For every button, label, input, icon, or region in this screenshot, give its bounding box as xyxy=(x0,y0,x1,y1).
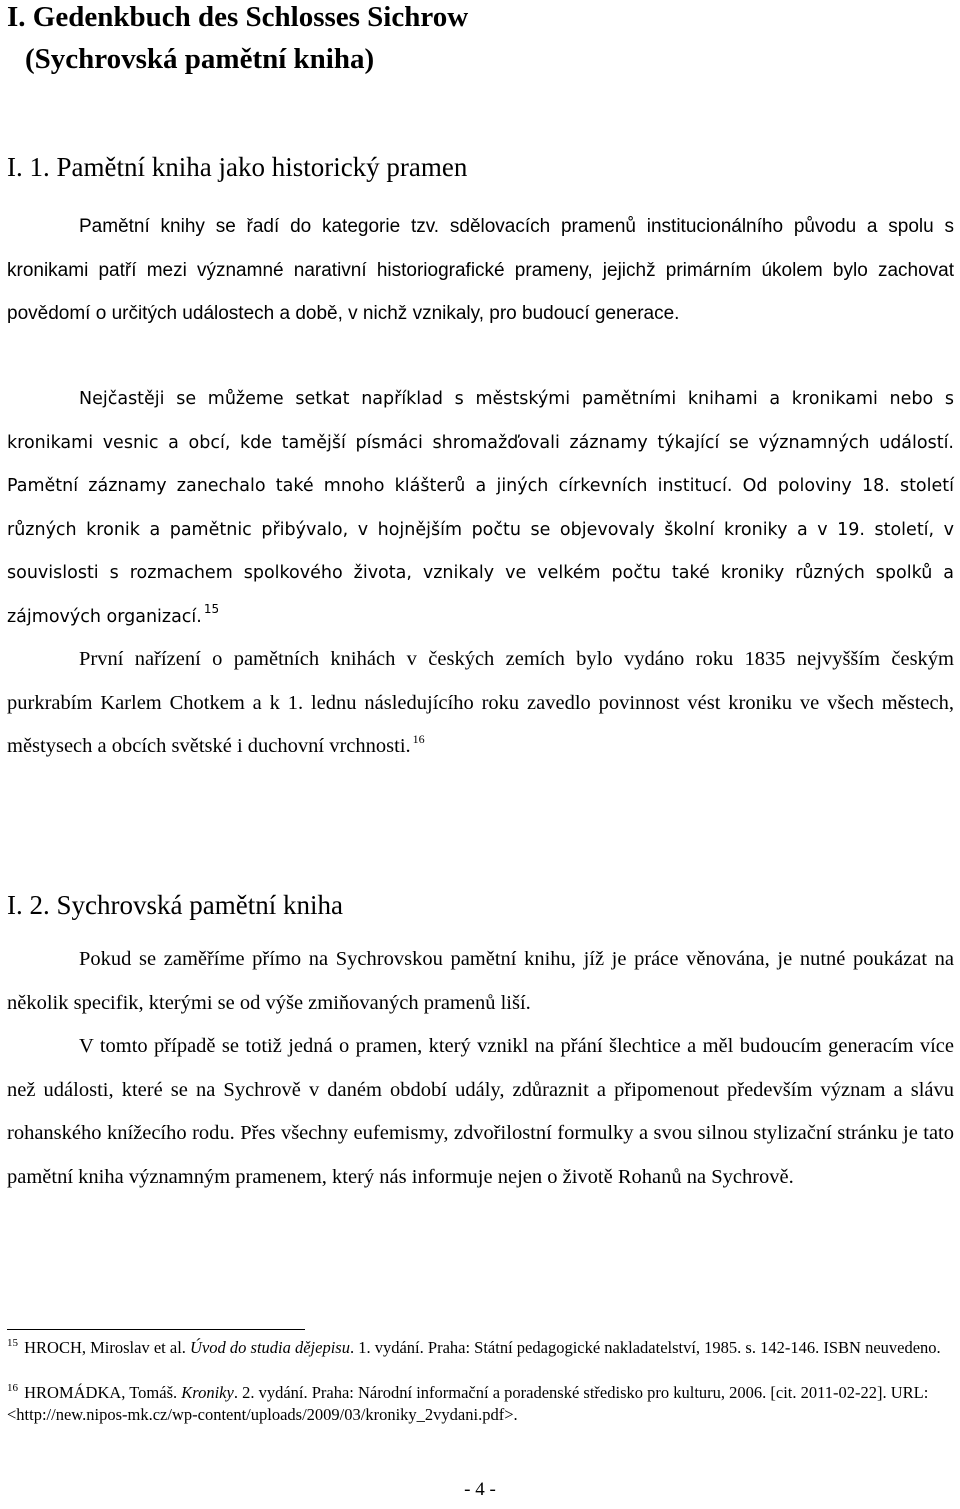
footnote-15: $^{15}$ HROCH, Miroslav et al. Úvod do studia dějepisu. 1. vydání. Praha: Státní pedagogické nakladatelství, 1985. s. 142-146. ISBN neuvedeno. xyxy=(7,1337,941,1357)
chapter-title-line1: I. Gedenkbuch des Schlosses Sichrow xyxy=(7,1,469,33)
footnote-16-title: Kroniky xyxy=(181,1383,234,1402)
section2-paragraph-2: V tomto případě se totiž jedná o pramen, který vznikl na přání šlechtice a měl budoucím generacím více než události, které se na Sychrově v daném období udály, zdůraznit a připomenout především význam a slávu rohanského knížecího rodu. Přes všechny eufemismy, zdvořilostní formulky a svou silnou stylizační stránku je tato pamětní kniha významným pramenem, který nás informuje nejen o životě Rohanů na Sychrově. xyxy=(7,1035,954,1188)
footnote-ref-15: 15 xyxy=(203,601,220,616)
section1-paragraph-1: Pamětní knihy se řadí do kategorie tzv. sdělovacích pramenů institucionálního původu a spolu s kronikami patří mezi významné narativní historiografické prameny, jejichž primárním úkolem bylo zachovat povědomí o určitých událostech a době, v nichž vznikaly, pro budoucí generace. xyxy=(7,216,954,324)
section2-heading: I. 2. Sychrovská pamětní kniha xyxy=(7,890,343,920)
section1-heading: I. 1. Pamětní kniha jako historický pramen xyxy=(7,152,468,182)
chapter-title xyxy=(7,0,947,80)
page-number: - 4 - xyxy=(464,1479,496,1500)
section1-paragraph-2: Nejčastěji se můžeme setkat například s městskými pamětními knihami a kronikami nebo s kronikami vesnic a obcí, kde tamější písmáci shromažďovali záznamy týkající se významných událostí. Pamětní záznamy zanechalo také mnoho klášterů a jiných církevních institucí. Od poloviny 18. století různých kronik a pamětnic přibývalo, v hojnějším počtu se objevovaly školní kroniky a v 19. století, v souvislosti s rozmachem spolkového života, vznikaly ve velkém počtu také kroniky různých spolků a zájmových organizací. $^{15}$ xyxy=(7,389,954,627)
footnote-ref-16: 16 xyxy=(412,732,425,746)
section2-paragraph-1: Pokud se zaměříme přímo na Sychrovskou pamětní knihu, jíž je práce věnována, je nutné poukázat na několik specifik, kterými se od výše zmiňovaných pramenů liší. xyxy=(7,948,954,1014)
footnote-15-title: Úvod do studia dějepisu xyxy=(190,1338,350,1357)
footnote-16: $^{16}$ HROMÁDKA, Tomáš. Kroniky. 2. vydání. Praha: Národní informační a poradenské středisko pro kulturu, 2006. [cit. 2011-02-22]. URL: <http://new.nipos-mk.cz/wp-content/uploads/2009/03/kroniky_2vydani.pdf>. xyxy=(7,1382,929,1424)
section1-paragraph-3: První nařízení o pamětních knihách v českých zemích bylo vydáno roku 1835 nejvyšším českým purkrabím Karlem Chotkem a k 1. lednu následujícího roku zavedlo povinnost vést kroniku ve všech městech, městysech a obcích světské i duchovní vrchnosti. $^{16}$ xyxy=(7,648,954,757)
footnote-separator xyxy=(7,1329,305,1330)
chapter-title-line2: (Sychrovská pamětní kniha) xyxy=(25,43,375,75)
